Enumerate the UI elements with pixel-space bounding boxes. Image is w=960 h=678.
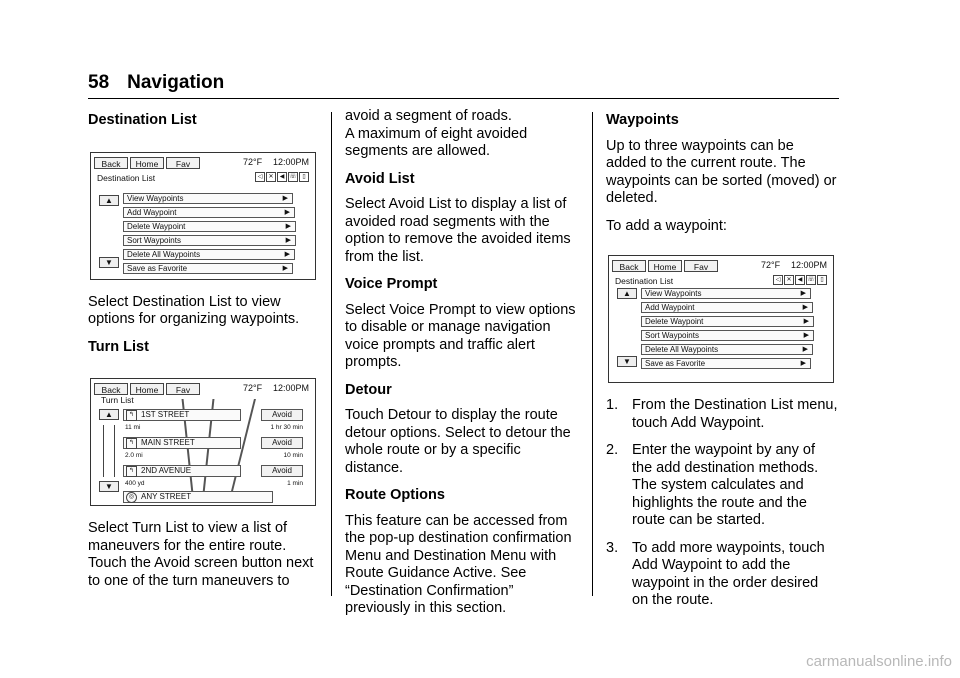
para-destination: Select Destination List to view options for organizing waypoints.: [88, 293, 300, 327]
para-turn: Select Turn List to view a list of maneuvers for the entire route. Touch the Avoid screen button next to one of the turn maneuvers to: [88, 520, 314, 589]
scroll-down-icon: ▼: [617, 356, 637, 367]
menu-item-sort-waypoints: Sort Waypoints ▶: [123, 235, 296, 246]
menu-item-sort-waypoints: Sort Waypoints ▶: [641, 330, 814, 341]
heading-avoid-list: Avoid List: [345, 170, 415, 187]
waypoints-screen: [608, 255, 834, 383]
scroll-down-icon: ▼: [99, 481, 119, 492]
menu-item-add-waypoint: Add Waypoint ▶: [123, 207, 295, 218]
menu-item-save-favorite: Save as Favorite ▶: [641, 358, 811, 369]
para-max-segments: A maximum of eight avoided segments are allowed.: [345, 125, 528, 159]
menu-item-delete-waypoint: Delete Waypoint ▶: [123, 221, 296, 232]
destination-list-screen: [90, 152, 316, 280]
status-icons: [255, 172, 309, 182]
scrollbar: [103, 425, 115, 477]
back-tab: Back: [612, 260, 646, 272]
turn-icon: ↰: [126, 466, 137, 477]
para-detour: Touch Detour to display the route detour options. Select to detour the whole route or by a specific distance.: [345, 407, 571, 476]
page-header: [88, 72, 224, 94]
menu-item-save-favorite: Save as Favorite ▶: [123, 263, 293, 274]
para-avoid-list: Select Avoid List to display a list of avoided road segments with the option to remove the avoided items from the list.: [345, 196, 571, 265]
turn-row: ↰ 2ND AVENUE: [123, 465, 241, 477]
status-icon: ◁: [773, 275, 783, 285]
back-tab: Back: [94, 157, 128, 169]
para-voice-prompt: Select Voice Prompt to view options to disable or manage navigation voice prompts and traffic alert prompts.: [345, 301, 576, 370]
step-item: 1. From the Destination List menu, touch Add Waypoint.: [606, 397, 838, 431]
para-waypoints: Up to three waypoints can be added to the current route. The waypoints can be sorted (moved) or deleted.: [606, 137, 837, 206]
turn-distance: 400 yd: [125, 480, 145, 487]
menu-item-view-waypoints: View Waypoints ▶: [123, 193, 293, 204]
avoid-button: Avoid: [261, 465, 303, 477]
status-icon: ◀: [277, 172, 287, 182]
temperature: 72°F: [243, 383, 263, 393]
turn-row: ↰ 1ST STREET: [123, 409, 241, 421]
clock: 12:00PM: [273, 156, 310, 167]
heading-route-options: Route Options: [345, 487, 445, 503]
column-separator-2: [592, 112, 593, 596]
status-icon: ▯: [817, 275, 827, 285]
menu-item-delete-all: Delete All Waypoints ▶: [123, 249, 295, 260]
heading-destination-list: Destination List: [88, 112, 197, 128]
status-icon: ✕: [784, 275, 794, 285]
clock: 12:00PM: [273, 383, 310, 393]
column-2: [345, 108, 577, 628]
heading-voice-prompt: Voice Prompt: [345, 276, 438, 292]
scroll-up-icon: ▲: [617, 288, 637, 299]
turn-distance: 2.0 mi: [125, 452, 143, 459]
step-item: 3. To add more waypoints, touch Add Waypoint to add the waypoint in the order desired on the route.: [606, 539, 825, 608]
heading-detour: Detour: [345, 381, 392, 398]
screen-title: Destination List: [97, 172, 156, 183]
status-icon: ◁: [255, 172, 265, 182]
home-tab: Home: [130, 383, 164, 395]
home-tab: Home: [130, 157, 164, 169]
status-icons: [773, 275, 827, 285]
temperature: 72°F: [243, 156, 263, 167]
turn-icon: ↰: [126, 438, 137, 449]
home-tab: Home: [648, 260, 682, 272]
status-icon: ◀: [795, 275, 805, 285]
step-item: 2. Enter the waypoint by any of the add destination methods. The system calculates and highlights the route and the route can be started.: [606, 442, 819, 528]
fav-tab: Fav: [166, 157, 200, 169]
scroll-up-icon: ▲: [99, 409, 119, 420]
steps-list: [606, 397, 838, 610]
menu-item-view-waypoints: View Waypoints ▶: [641, 288, 811, 299]
avoid-button: Avoid: [261, 437, 303, 449]
fav-tab: Fav: [684, 260, 718, 272]
destination-pin-icon: ◎: [126, 492, 137, 503]
turn-time: 1 hr 30 min: [270, 424, 303, 431]
avoid-button: Avoid: [261, 409, 303, 421]
heading-waypoints: Waypoints: [606, 112, 679, 128]
section-title: Navigation: [127, 72, 225, 93]
turn-icon: ↰: [126, 410, 137, 421]
status-icon: ▯: [299, 172, 309, 182]
turn-time: 1 min: [287, 480, 303, 487]
column-3: [606, 108, 838, 620]
column-1: [88, 108, 320, 600]
scroll-up-icon: ▲: [99, 195, 119, 206]
menu-item-delete-all: Delete All Waypoints ▶: [641, 344, 813, 355]
screen-title: Turn List: [101, 395, 134, 405]
status-icon: ☏: [289, 173, 297, 180]
watermark: carmanualsonline.info: [806, 653, 952, 670]
clock: 12:00PM: [791, 260, 828, 270]
status-icon: ☏: [807, 277, 815, 283]
para-route-options: This feature can be accessed from the pop-up destination confirmation Menu and Destination Menu with Route Guidance Active. See “Destination Confirmation” previously in this section.: [345, 512, 572, 616]
destination-row: ◎ ANY STREET: [123, 491, 273, 503]
turn-list-screen: [90, 378, 316, 506]
back-tab: Back: [94, 383, 128, 395]
header-rule: [88, 98, 839, 99]
page-number: 58: [88, 72, 110, 93]
temperature: 72°F: [761, 260, 781, 270]
para-avoid-segment: avoid a segment of roads.: [345, 108, 512, 124]
turn-time: 10 min: [283, 452, 303, 459]
menu-item-delete-waypoint: Delete Waypoint ▶: [641, 316, 814, 327]
heading-turn-list: Turn List: [88, 338, 149, 355]
para-to-add: To add a waypoint:: [606, 217, 727, 234]
scroll-down-icon: ▼: [99, 257, 119, 268]
turn-row: ↰ MAIN STREET: [123, 437, 241, 449]
menu-item-add-waypoint: Add Waypoint ▶: [641, 302, 813, 313]
turn-distance: 11 mi: [125, 424, 141, 431]
fav-tab: Fav: [166, 383, 200, 395]
screen-title: Destination List: [615, 276, 674, 286]
status-icon: ✕: [266, 172, 276, 182]
column-separator-1: [331, 112, 332, 596]
